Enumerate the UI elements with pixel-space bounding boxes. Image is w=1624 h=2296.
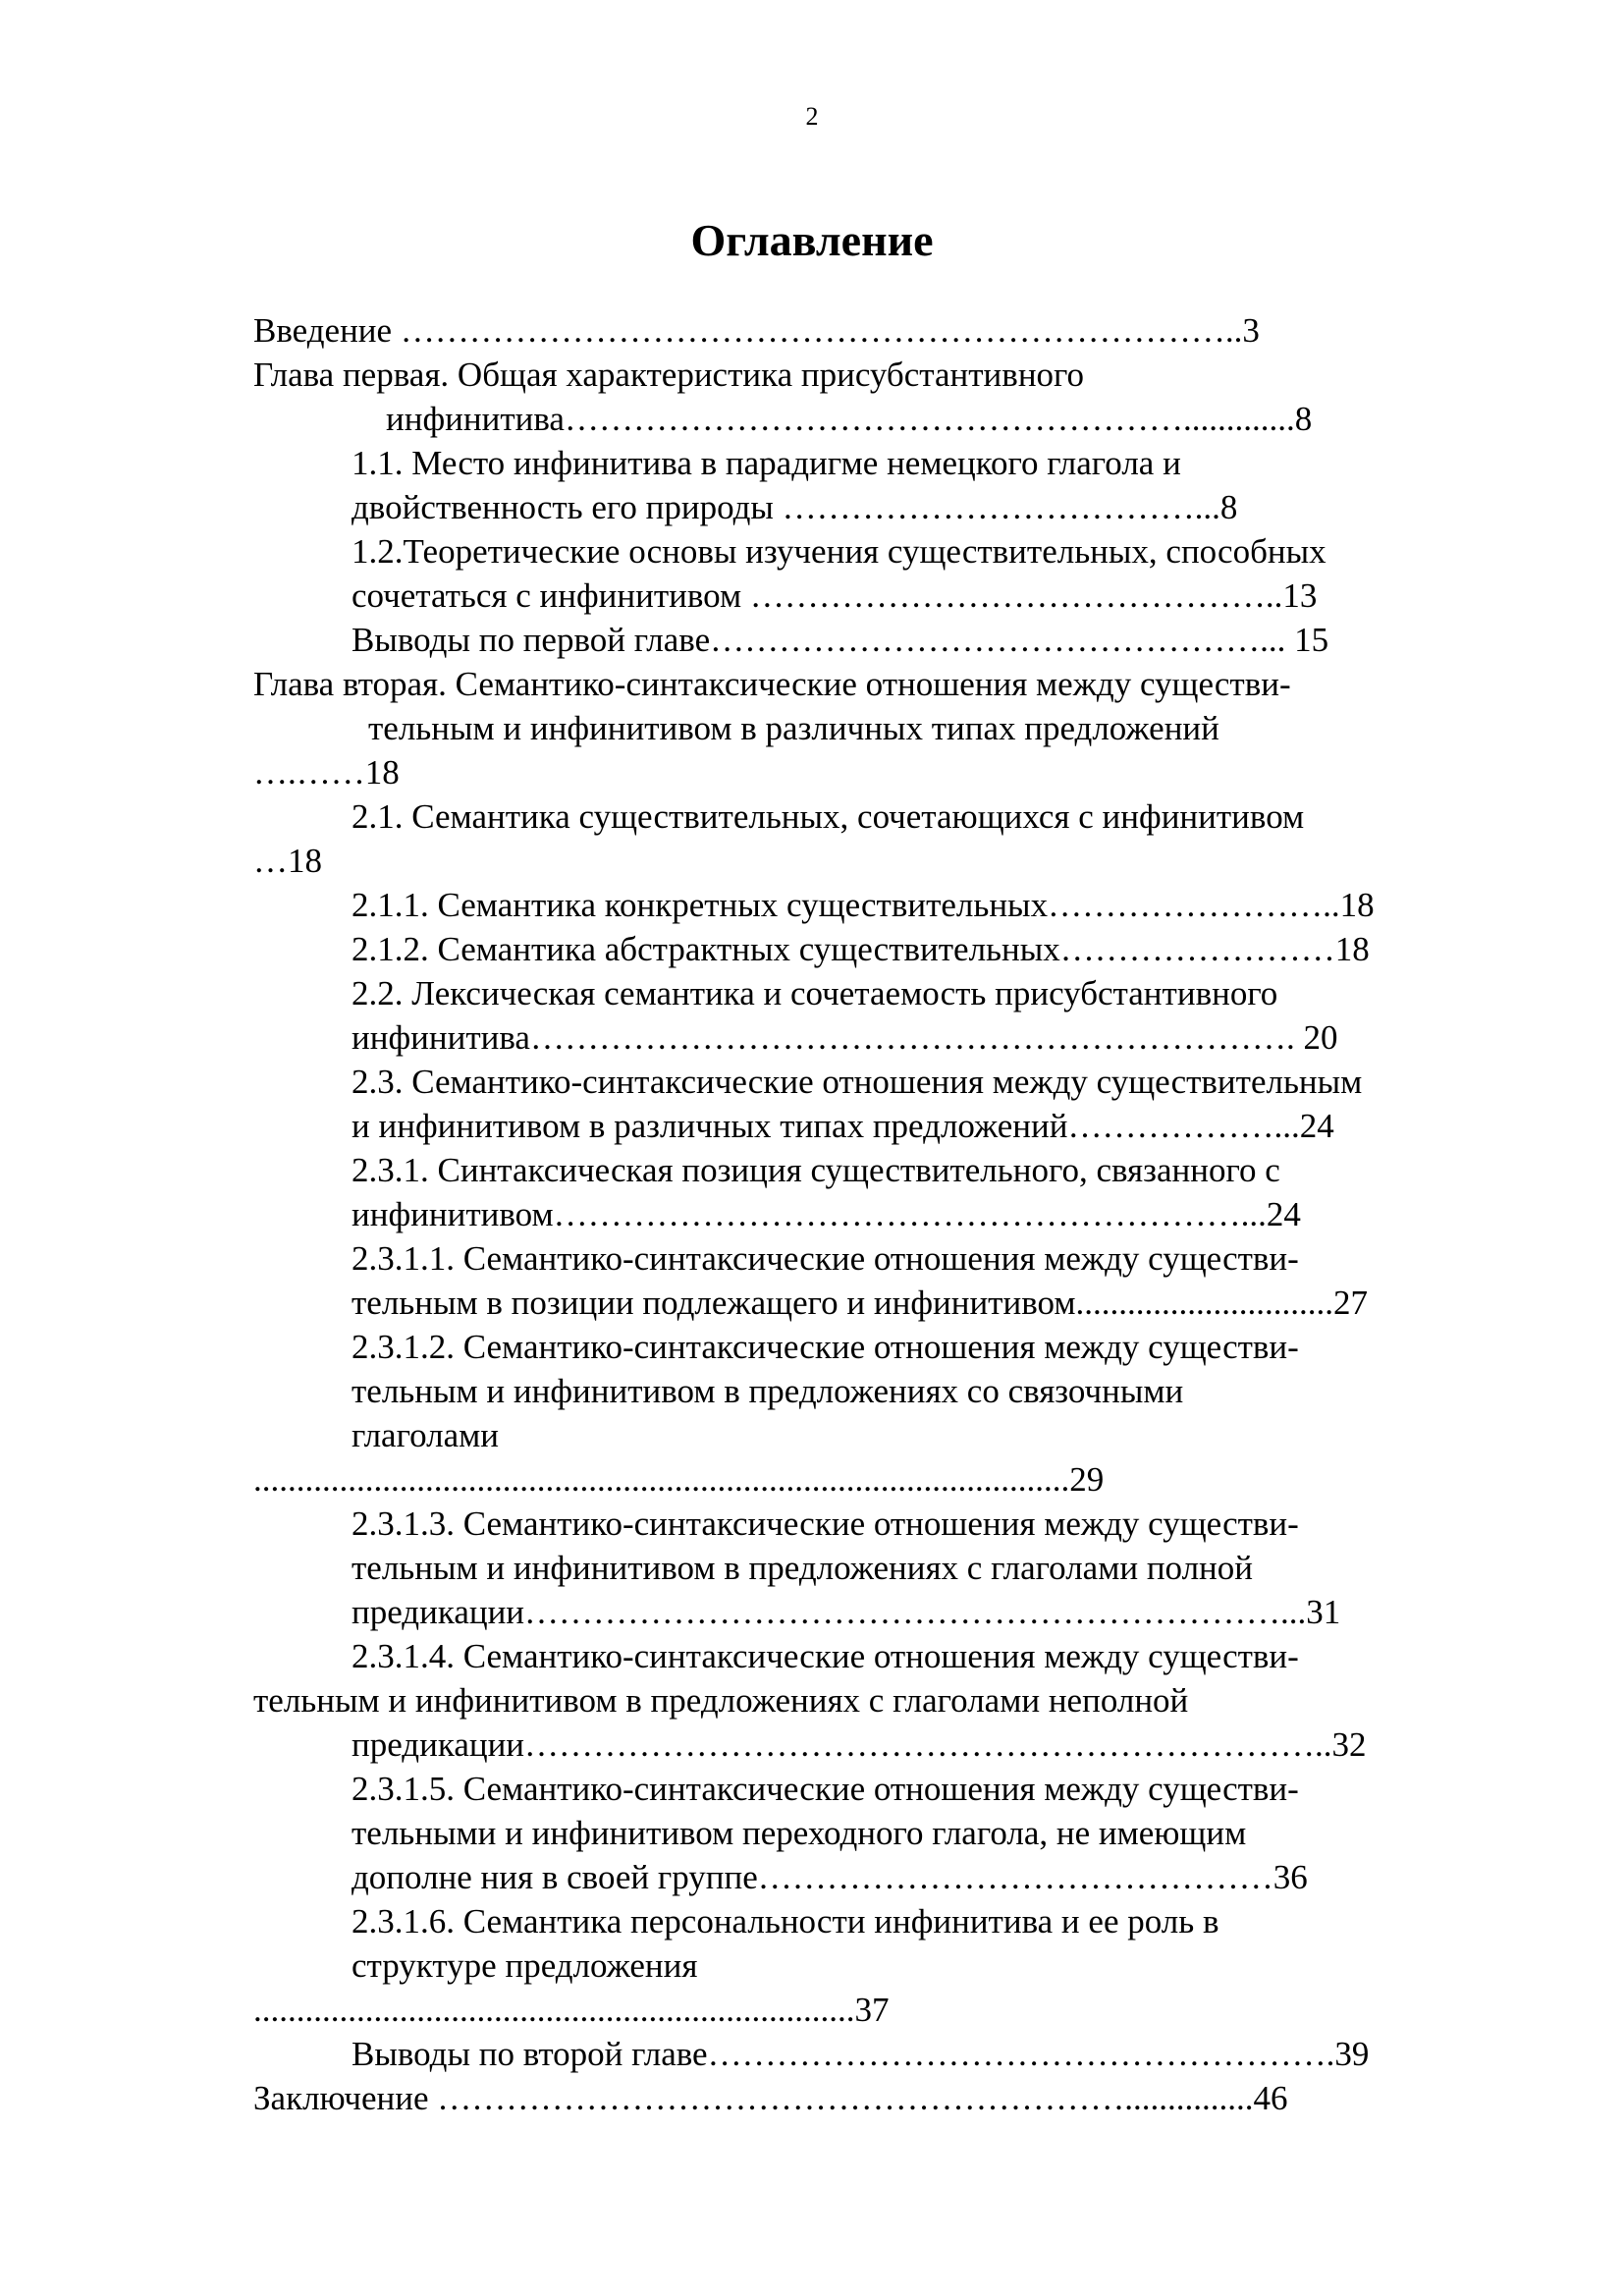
toc-line: инфинитивом……………………………………………………...24 [352, 1195, 1301, 1233]
toc-line: структуре предложения [352, 1946, 698, 1985]
toc-line: тельным и инфинитивом в предложениях с глаголами полной [352, 1549, 1254, 1587]
toc-line: 2.3. Семантико-синтаксические отношения между существительным [352, 1063, 1363, 1101]
toc-line: 2.3.1.5. Семантико-синтаксические отношения между существи- [352, 1770, 1299, 1808]
toc-line: и инфинитивом в различных типах предложений………………...24 [352, 1107, 1334, 1145]
table-of-contents [253, 308, 1510, 2120]
page-number: 2 [805, 102, 819, 131]
toc-line: 2.3.1.1. Семантико-синтаксические отношения между существи- [352, 1239, 1299, 1278]
toc-line: 1.1. Место инфинитива в парадигме немецкого глагола и [352, 444, 1181, 482]
toc-line: тельным и инфинитивом в предложениях с глаголами неполной [253, 1681, 1189, 1720]
toc-line: ...............................................................................................29 [253, 1460, 1105, 1499]
toc-line: Заключение ……………………………………………………...............46 [253, 2079, 1288, 2117]
toc-title: Оглавление [690, 215, 934, 265]
toc-line: 2.3.1.2. Семантико-синтаксические отношения между существи- [352, 1328, 1299, 1366]
toc-line: тельными и инфинитивом переходного глагола, не имеющим [352, 1814, 1247, 1852]
toc-line: Введение ………………………………………………………………..3 [253, 311, 1260, 350]
toc-line: двойственность его природы ………………………………...8 [352, 488, 1238, 526]
toc-line: инфинитива……………………………………………….............8 [386, 400, 1313, 438]
toc-line: ….……18 [253, 753, 400, 792]
toc-line: дополне ния в своей группе………………………………………36 [352, 1858, 1308, 1896]
toc-line: инфинитива…………………………………………………………. 20 [352, 1018, 1338, 1057]
toc-line: 2.2. Лексическая семантика и сочетаемость присубстантивного [352, 974, 1278, 1012]
toc-line: предикации…………………………………………………………...31 [352, 1593, 1341, 1631]
toc-line: Глава вторая. Семантико-синтаксические отношения между существи- [253, 665, 1291, 703]
toc-line: 2.3.1.6. Семантика персональности инфинитива и ее роль в [352, 1902, 1219, 1941]
toc-line: 2.1.1. Семантика конкретных существительных……………………..18 [352, 886, 1375, 924]
toc-line: предикации……………………………………………………………..32 [352, 1725, 1367, 1764]
toc-line: тельным и инфинитивом в различных типах предложений [368, 709, 1219, 747]
toc-line: Глава первая. Общая характеристика присубстантивного [253, 355, 1085, 394]
toc-line: тельным и инфинитивом в предложениях со связочными [352, 1372, 1184, 1410]
toc-line: 2.3.1.3. Семантико-синтаксические отношения между существи- [352, 1504, 1299, 1543]
toc-line: 2.1. Семантика существительных, сочетающихся с инфинитивом [352, 797, 1305, 836]
toc-line: Выводы по второй главе……………………………………………….39 [352, 2035, 1370, 2073]
toc-line: 2.3.1.4. Семантико-синтаксические отношения между существи- [352, 1637, 1299, 1675]
toc-line: …18 [253, 842, 322, 880]
toc-line: Выводы по первой главе…………………………………………... 15 [352, 621, 1329, 659]
toc-line: сочетаться с инфинитивом ………………………………………..13 [352, 576, 1318, 615]
toc-line: тельным в позиции подлежащего и инфинитивом..............................27 [352, 1284, 1368, 1322]
toc-line: 1.2.Теоретические основы изучения существительных, способных [352, 532, 1326, 571]
toc-line: 2.3.1. Синтаксическая позиция существительного, связанного с [352, 1151, 1280, 1189]
toc-line: ......................................................................37 [253, 1991, 890, 2029]
toc-line: глаголами [352, 1416, 499, 1454]
toc-line: 2.1.2. Семантика абстрактных существительных……………………18 [352, 930, 1370, 968]
